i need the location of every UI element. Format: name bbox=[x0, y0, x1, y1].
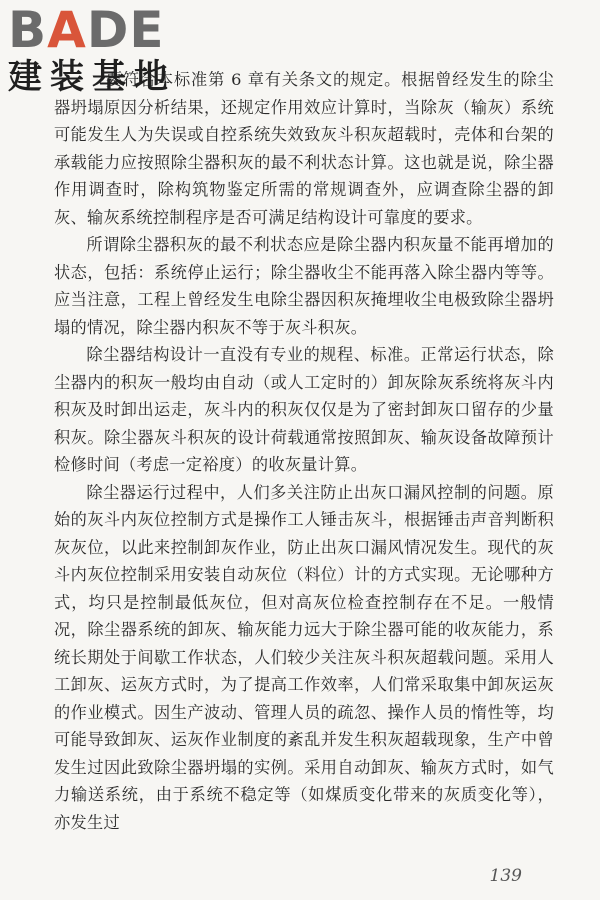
paragraph-3: 除尘器结构设计一直没有专业的规程、标准。正常运行状态，除尘器内的积灰一般均由自动（或人工定时的）卸灰除灰系统将灰斗内积灰及时卸出运走，灰斗内的积灰仅仅是为了密封卸灰口留存的少量积灰。除尘器灰斗积灰的设计荷载通常按照卸灰、输灰设备故障预计检修时间（考虑一定裕度）的收灰量计算。 bbox=[54, 345, 554, 474]
page-number: 139 bbox=[489, 866, 522, 886]
watermark-logo bbox=[8, 1, 176, 97]
paragraph-4: 除尘器运行过程中，人们多关注防止出灰口漏风控制的问题。原始的灰斗内灰位控制方式是操作工人锤击灰斗，根据锤击声音判断积灰灰位，以此来控制卸灰作业，防止出灰口漏风情况发生。现代的灰斗内灰位控制采用安装自动灰位（料位）计的方式实现。无论哪种方式，均只是控制最低灰位，但对高灰位检查控制存在不足。一般情况，除尘器系统的卸灰、输灰能力远大于除尘器可能的收灰能力，系统长期处于间歇工作状态，人们较少关注灰斗积灰超载问题。采用人工卸灰、运灰方式时，为了提高工作效率，人们常采取集中卸灰运灰的作业模式。因生产波动、管理人员的疏忽、操作人员的惰性等，均可能导致卸灰、运灰作业制度的紊乱并发生积灰超载现象，生产中曾发生过因此致除尘器坍塌的实例。采用自动卸灰、输灰方式时，如气力输送系统，由于系统不稳定等（如煤质变化带来的灰质变化等），亦发生过 bbox=[54, 482, 554, 832]
body-text bbox=[54, 66, 554, 836]
paragraph-2: 所谓除尘器积灰的最不利状态应是除尘器内积灰量不能再增加的状态，包括：系统停止运行；除尘器收尘不能再落入除尘器内等等。应当注意，工程上曾经发生电除尘器因积灰掩埋收尘电极致除尘器坍塌的情况，除尘器内积灰不等于灰斗积灰。 bbox=[54, 235, 554, 337]
paragraph-1: 要符合本标准第 6 章有关条文的规定。根据曾经发生的除尘器坍塌原因分析结果，还规定作用效应计算时，当除灰（输灰）系统可能发生人为失误或自控系统失效致灰斗积灰超载时，壳体和台架的承载能力应按照除尘器积灰的最不利状态计算。这也就是说，除尘器作用调查时，除构筑物鉴定所需的常规调查外，应调查除尘器的卸灰、输灰系统控制程序是否可满足结构设计可靠度的要求。 bbox=[54, 70, 554, 227]
watermark-subtitle: 建装基地 bbox=[8, 57, 176, 97]
watermark-brand: BADE bbox=[8, 1, 165, 59]
